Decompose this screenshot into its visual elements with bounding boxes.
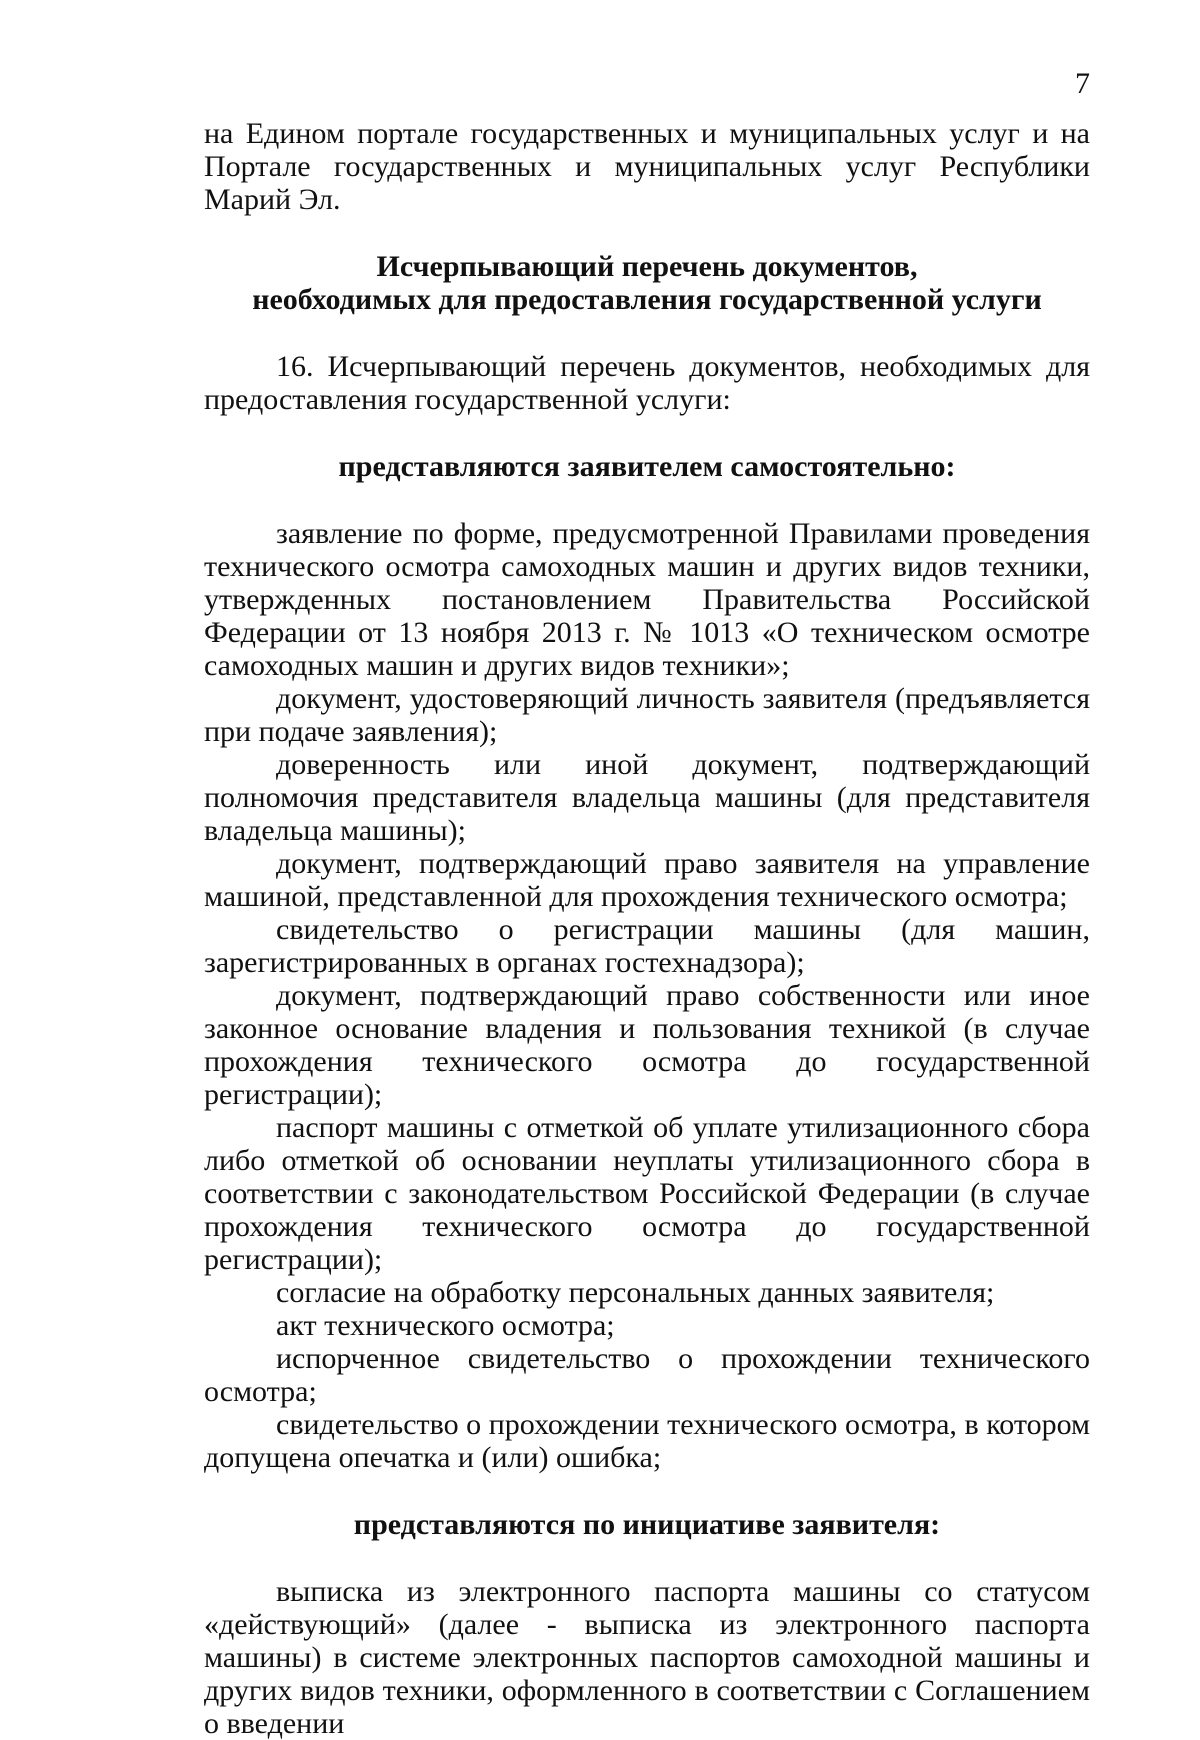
list-item: паспорт машины с отметкой об уплате утилизационного сбора либо отметкой об основании неуплаты утилизационного сбора в соответствии с законодательством Российской Федерации (в случае прохождения технического осмотра до государственной регистрации);	[204, 1111, 1090, 1276]
intro-paragraph: на Едином портале государственных и муниципальных услуг и на Портале государственных и муниципальных услуг Республики Марий Эл.	[204, 117, 1090, 216]
list-item: документ, удостоверяющий личность заявителя (предъявляется при подаче заявления);	[204, 682, 1090, 748]
page-content	[204, 117, 1090, 1740]
section-heading	[204, 250, 1090, 316]
initiative-list	[204, 1575, 1090, 1740]
subheading-initiative: представляются по инициативе заявителя:	[353, 1508, 941, 1541]
subheading-self: представляются заявителем самостоятельно:	[338, 450, 956, 483]
list-item: испорченное свидетельство о прохождении технического осмотра;	[204, 1342, 1090, 1408]
list-item: документ, подтверждающий право собственности или иное законное основание владения и пользования техникой (в случае прохождения технического осмотра до государственной регистрации);	[204, 979, 1090, 1111]
list-item: согласие на обработку персональных данных заявителя;	[276, 1276, 995, 1309]
self-submitted-list	[204, 517, 1090, 1474]
item-16-paragraph: 16. Исчерпывающий перечень документов, необходимых для предоставления государственной услуги:	[204, 350, 1090, 416]
list-item: выписка из электронного паспорта машины со статусом «действующий» (далее - выписка из электронного паспорта машины) в системе электронных паспортов самоходной машины и других видов техники, оформленного в соответствии с Соглашением о введении	[204, 1575, 1090, 1740]
list-item: документ, подтверждающий право заявителя на управление машиной, представленной для прохождения технического осмотра;	[204, 847, 1090, 913]
list-item: доверенность или иной документ, подтверждающий полномочия представителя владельца машины (для представителя владельца машины);	[204, 748, 1090, 847]
list-item: акт технического осмотра;	[276, 1309, 615, 1342]
page-number: 7	[1075, 67, 1090, 100]
section-heading-line-2: необходимых для предоставления государственной услуги	[252, 283, 1042, 316]
list-item: свидетельство о регистрации машины (для машин, зарегистрированных в органах гостехнадзора);	[204, 913, 1090, 979]
list-item: заявление по форме, предусмотренной Правилами проведения технического осмотра самоходных машин и других видов техники, утвержденных постановлением Правительства Российской Федерации от 13 ноября 2013 г. № 1013 «О техническом осмотре самоходных машин и других видов техники»;	[204, 517, 1090, 682]
section-heading-line-1: Исчерпывающий перечень документов,	[376, 250, 918, 283]
list-item: свидетельство о прохождении технического осмотра, в котором допущена опечатка и (или) ошибка;	[204, 1408, 1090, 1474]
